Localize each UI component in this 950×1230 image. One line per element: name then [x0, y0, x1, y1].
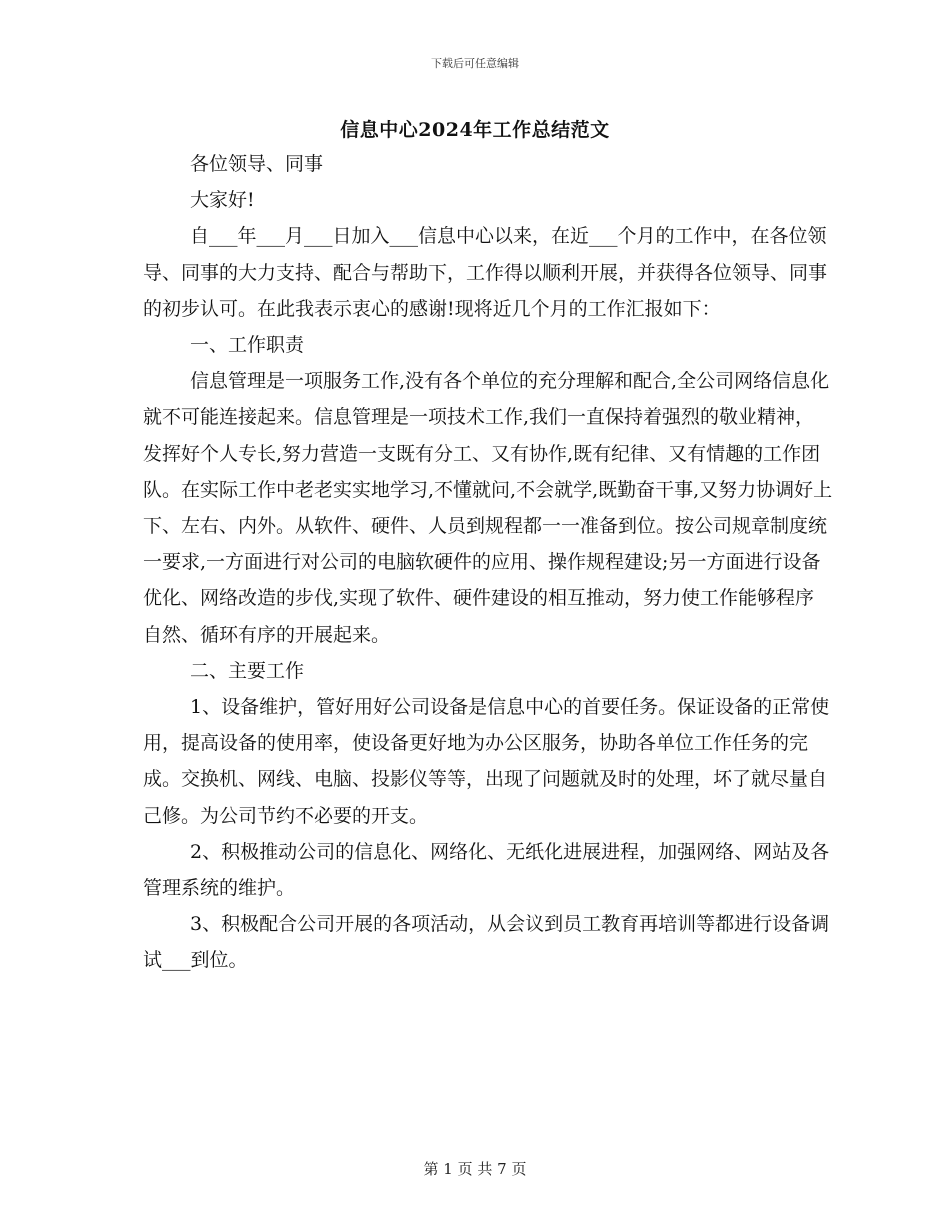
duties-paragraph: 信息管理是一项服务工作,没有各个单位的充分理解和配合,全公司网络信息化就不可能连接起来。信息管理是一项技术工作,我们一直保持着强烈的敬业精神，发挥好个人专长,努力营造一支既有分工、又有协作,既有纪律、又有情趣的工作团队。在实际工作中老老实实地学习,不懂就问,不会就学,既勤奋干事,又努力协调好上下、左右、内外。从软件、硬件、人员到规程都一一准备到位。按公司规章制度统一要求,一方面进行对公司的电脑软硬件的应用、操作规程建设;另一方面进行设备优化、网络改造的步伐,实现了软件、硬件建设的相互推动，努力使工作能够程序自然、循环有序的开展起来。 — [143, 370, 833, 646]
greeting: 大家好! — [190, 189, 255, 212]
section-heading-duties: 一、工作职责 — [190, 334, 305, 357]
work-item-3: 3、积极配合公司开展的各项活动，从会议到员工教育再培训等都进行设备调试___到位。 — [143, 913, 830, 972]
section-heading-main-work: 二、主要工作 — [190, 659, 305, 682]
page-footer: 第 1 页 共 7 页 — [423, 1160, 527, 1178]
document-title: 信息中心2024年工作总结范文 — [340, 119, 610, 141]
work-item-2: 2、积极推动公司的信息化、网络化、无纸化进展进程，加强网络、网站及各管理系统的维护。 — [143, 840, 830, 900]
work-item-1: 1、设备维护，管好用好公司设备是信息中心的首要任务。保证设备的正常使用，提高设备的使用率，使设备更好地为办公区服务，协助各单位工作任务的完成。交换机、网线、电脑、投影仪等等，出现了问题就及时的处理，坏了就尽量自己修。为公司节约不必要的开支。 — [143, 696, 830, 827]
intro-paragraph: 自___年___月___日加入___信息中心以来，在近___个月的工作中，在各位领导、同事的大力支持、配合与帮助下，工作得以顺利开展，并获得各位领导、同事的初步认可。在此我表示衷心的感谢!现将近几个月的工作汇报如下： — [143, 225, 828, 320]
header-note: 下载后可任意编辑 — [431, 57, 519, 70]
document-body — [143, 146, 833, 979]
salutation: 各位领导、同事 — [190, 153, 324, 175]
